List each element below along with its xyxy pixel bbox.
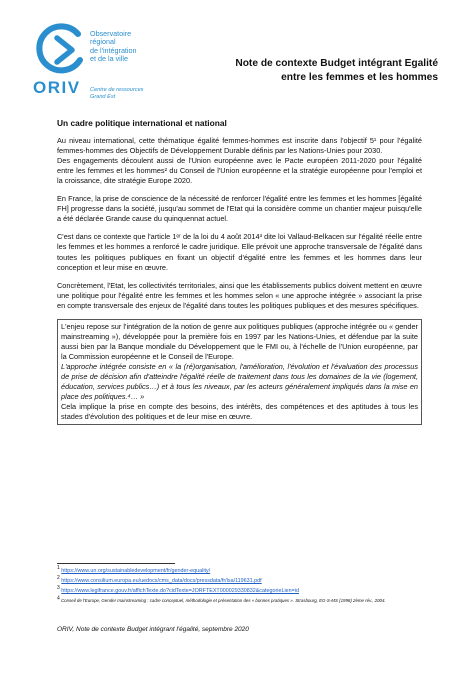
paragraph-law <box>57 232 422 272</box>
document-title-line-1: Note de contexte Budget intégrant Egalité <box>235 58 438 69</box>
brand-tagline-line: Observatoire <box>90 29 132 38</box>
paragraph-text: Au niveau international, cette thématique égalité femmes-hommes est inscrite dans l'objectif 5¹ pour l'égalité femmes-hommes des Objectifs de Développement Durable définis par les Nations-Unies pour 2030. <box>57 136 422 156</box>
paragraph-text: C'est dans ce contexte que l'article 1ᵉʳ de la loi du 4 août 2014³ dite loi Vallaud-Belkacen sur l'égalité réelle entre les femmes et les hommes a renforcé le cadre juridique. Elle prévoit une approche transversale de l'égalité dans toutes les politiques publiques en fixant un objectif d'égalité entre les femmes et les hommes dans leur conception et leur mise en œuvre. <box>57 232 422 272</box>
brand-subtitle-line: Grand Est <box>90 93 116 100</box>
paragraph-text: L'approche intégrée consiste en « la (ré)organisation, l'amélioration, l'évolution et l'évaluation des processus de prise de décision afin d'atteindre l'égalité réelle de traitement dans tous les domaines de la vie (logement, éducation, services publics…) et à tous les niveaux, par les acteurs généralement impliqués dans la mise en place des politiques.⁴… » <box>61 361 418 402</box>
brand-name: ORIV <box>33 78 81 97</box>
paragraph-france <box>57 194 422 224</box>
footnote-link[interactable]: https://www.legifrance.gouv.fr/affichTexte.do?cidTexte=JORFTEXT000029330832&categorieLien=id <box>61 588 300 594</box>
paragraph-text: Cela implique la prise en compte des besoins, des intérêts, des compétences et des aptitudes à tous les stades d'évolution des politiques et de leur mise en œuvre. <box>61 402 418 422</box>
footnote-divider <box>57 563 175 564</box>
footnote-number: 2 <box>57 575 60 582</box>
paragraph-text: Concrètement, l'Etat, les collectivités territoriales, ainsi que les établissements publics doivent mettent en œuvre une politique pour l'égalité entre les femmes et les hommes selon « une approche intégrée » associant la prise en compte transversale des enjeux de l'égalité dans toutes les politiques publiques et des mesures spécifiques. <box>57 280 422 310</box>
brand-tagline-line: régional <box>90 37 116 47</box>
footnote-link[interactable]: https://www.consilium.europa.eu/uedocs/cms_data/docs/pressdata/fr/lsa/119631.pdf <box>61 578 262 584</box>
footnote-number: 4 <box>57 595 60 602</box>
brand-tagline-line: de l'intégration <box>90 45 137 55</box>
box-paragraph-definition <box>61 362 418 402</box>
box-paragraph-stake <box>61 322 418 362</box>
brand-subtitle-line: Centre de ressources <box>90 87 144 93</box>
oriv-logo <box>30 22 180 100</box>
page-footer: ORIV, Note de contexte Budget intégrant l'égalité, septembre 2020 <box>57 626 249 633</box>
footnote-2 <box>57 575 422 585</box>
footnote-number: 3 <box>57 585 60 592</box>
main-content <box>57 118 422 425</box>
paragraph-concretely <box>57 281 422 311</box>
document-title-line-2: entre les femmes et les hommes <box>281 72 438 83</box>
box-paragraph-implication <box>61 402 418 422</box>
paragraph-europe <box>57 156 422 186</box>
brand-tagline-line: et de la ville <box>90 54 128 64</box>
footnote-1 <box>57 565 422 575</box>
footnote-number: 1 <box>57 565 60 572</box>
logo-mark-icon <box>30 22 88 80</box>
paragraph-international <box>57 136 422 156</box>
footnote-text: Conseil de l'Europe, Gender mainstreaming : cadre conceptuel, méthodologie et présentation des « bonnes pratiques ». Strasbourg, EG-S-MS (1998) 2ème rév., 2004. <box>61 598 386 603</box>
section-heading: Un cadre politique international et national <box>57 118 227 128</box>
paragraph-text: L'enjeu repose sur l'intégration de la notion de genre aux politiques publiques (approche intégrée ou « gender mainstreaming »), développée pour la première fois en 1997 par les Nations-Unies, et défendue par la suite aussi bien par la Banque mondiale du Développement que le FMI ou, à l'échelle de l'Union européenne, par la Commission européenne et le Conseil de l'Europe. <box>61 321 418 361</box>
footnotes <box>57 565 422 606</box>
footnote-3 <box>57 585 422 595</box>
footnote-4 <box>57 595 422 604</box>
document-title <box>178 57 438 85</box>
brand-subtitle <box>90 87 180 100</box>
paragraph-text: En France, la prise de conscience de la nécessité de renforcer l'égalité entre les femmes et les hommes [égalité FH] progresse dans la société, jusqu'au sommet de l'Etat qui la considère comme un chantier majeur puisqu'elle a été déclarée Grande cause du quinquennat actuel. <box>57 194 422 224</box>
gender-mainstreaming-box <box>57 319 422 425</box>
footnote-link[interactable]: https://www.un.org/sustainabledevelopment/fr/gender-equality/ <box>61 568 211 574</box>
paragraph-text: Des engagements découlent aussi de l'Union européenne avec le Pacte européen 2011-2020 pour l'égalité entre les femmes et les hommes² du Conseil de l'Union européenne et la stratégie européenne pour l'emploi et la croissance, dite stratégie Europe 2020. <box>57 156 422 186</box>
brand-tagline <box>90 30 180 64</box>
